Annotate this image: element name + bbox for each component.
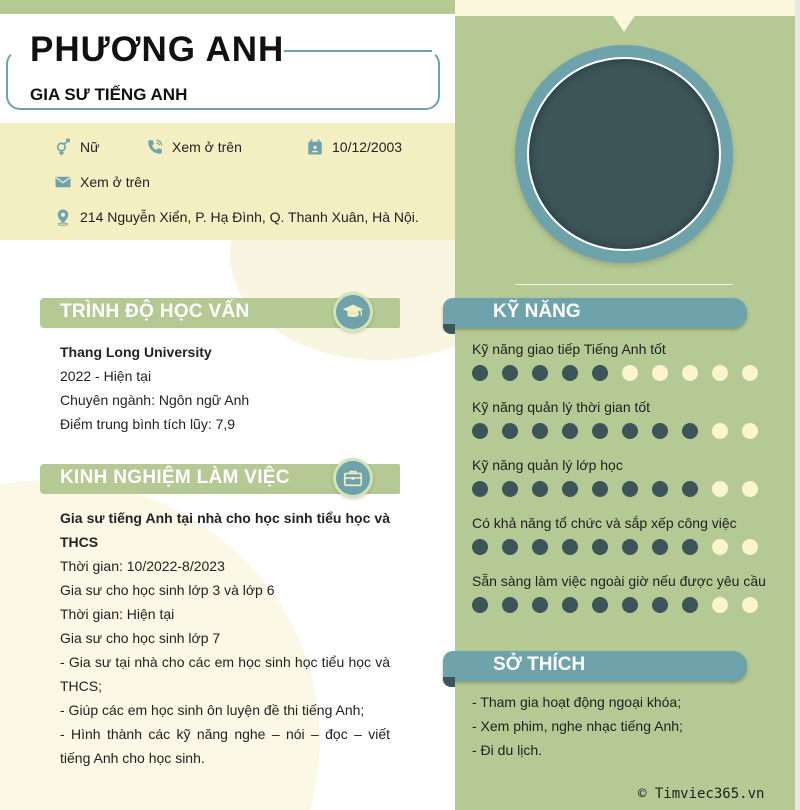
rating-dot-filled: [532, 365, 548, 381]
experience-time-2: Thời gian: Hiện tại: [60, 606, 175, 622]
rating-dot-filled: [682, 481, 698, 497]
divider: [515, 284, 733, 285]
avatar: [527, 57, 721, 251]
education-school: Thang Long University: [60, 344, 212, 360]
rating-dot-empty: [742, 481, 758, 497]
rating-dot-filled: [682, 539, 698, 555]
rating-dot-filled: [592, 365, 608, 381]
rating-dot-filled: [592, 597, 608, 613]
education-header: [40, 298, 400, 328]
rating-dot-filled: [562, 597, 578, 613]
calendar-icon: [306, 138, 324, 156]
contact-phone: [146, 138, 242, 156]
email-value: Xem ở trên: [80, 174, 150, 190]
gender-value: Nữ: [80, 139, 100, 155]
education-gpa: Điểm trung bình tích lũy: 7,9: [60, 416, 236, 432]
rating-dot-empty: [712, 597, 728, 613]
experience-title: KINH NGHIỆM LÀM VIỆC: [60, 467, 290, 488]
contact-address: [54, 208, 419, 226]
rating-dot-filled: [532, 423, 548, 439]
rating-dot-filled: [562, 423, 578, 439]
briefcase-icon: [342, 467, 364, 489]
top-strip: [0, 0, 455, 14]
rating-dot-empty: [742, 597, 758, 613]
rating-dot-filled: [652, 423, 668, 439]
phone-icon: [146, 138, 164, 156]
skill-rating: [472, 539, 772, 555]
experience-job-title: Gia sư tiếng Anh tại nhà cho học sinh tiểu học và THCS: [60, 510, 390, 550]
rating-dot-filled: [622, 597, 638, 613]
education-title: TRÌNH ĐỘ HỌC VẤN: [60, 301, 250, 322]
hobbies-header: [443, 651, 747, 681]
right-top-notch: [612, 14, 636, 32]
experience-desc-1: Gia sư cho học sinh lớp 3 và lớp 6: [60, 582, 275, 598]
location-pin-icon: [54, 208, 72, 226]
graduation-cap-icon: [342, 301, 364, 323]
rating-dot-filled: [562, 365, 578, 381]
hobby-item: - Xem phim, nghe nhạc tiếng Anh;: [472, 718, 683, 734]
rating-dot-filled: [502, 423, 518, 439]
rating-dot-filled: [502, 481, 518, 497]
rating-dot-filled: [562, 481, 578, 497]
skill-label: Kỹ năng quản lý thời gian tốt: [472, 399, 651, 415]
rating-dot-filled: [472, 597, 488, 613]
rating-dot-filled: [622, 539, 638, 555]
rating-dot-empty: [742, 423, 758, 439]
rating-dot-filled: [472, 539, 488, 555]
name-frame-line: [284, 50, 432, 52]
skills-header: [443, 298, 747, 328]
phone-value: Xem ở trên: [172, 139, 242, 155]
rating-dot-filled: [592, 481, 608, 497]
rating-dot-empty: [652, 365, 668, 381]
rating-dot-filled: [502, 365, 518, 381]
skill-label: Kỹ năng giao tiếp Tiếng Anh tốt: [472, 341, 666, 357]
rating-dot-empty: [622, 365, 638, 381]
skill-label: Có khả năng tổ chức và sắp xếp công việc: [472, 515, 737, 531]
birthday-value: 10/12/2003: [332, 139, 403, 155]
skill-rating: [472, 597, 772, 613]
rating-dot-filled: [532, 481, 548, 497]
job-title: GIA SƯ TIẾNG ANH: [30, 85, 188, 104]
rating-dot-empty: [712, 481, 728, 497]
rating-dot-filled: [472, 423, 488, 439]
rating-dot-filled: [562, 539, 578, 555]
rating-dot-filled: [592, 539, 608, 555]
rating-dot-filled: [532, 597, 548, 613]
gender-icon: [54, 138, 72, 156]
skill-rating: [472, 481, 772, 497]
education-badge: [333, 292, 373, 332]
rating-dot-filled: [682, 423, 698, 439]
rating-dot-filled: [502, 597, 518, 613]
hobby-item: - Đi du lịch.: [472, 742, 543, 758]
skill-rating: [472, 365, 772, 381]
rating-dot-empty: [712, 365, 728, 381]
copyright-footer: © Timviec365.vn: [638, 786, 765, 802]
rating-dot-filled: [472, 481, 488, 497]
candidate-name: PHƯƠNG ANH: [30, 30, 285, 69]
rating-dot-filled: [622, 481, 638, 497]
rating-dot-filled: [652, 539, 668, 555]
skill-label: Sẵn sàng làm việc ngoài giờ nếu được yêu cầu: [472, 573, 766, 589]
experience-bullet-2: - Giúp các em học sinh ôn luyện đề thi tiếng Anh;: [60, 702, 365, 718]
rating-dot-filled: [652, 481, 668, 497]
education-period: 2022 - Hiện tại: [60, 368, 152, 384]
contact-email: [54, 173, 150, 191]
skills-title: KỸ NĂNG: [493, 301, 581, 322]
address-value: 214 Nguyễn Xiển, P. Hạ Đình, Q. Thanh Xuân, Hà Nội.: [80, 209, 419, 225]
rating-dot-filled: [622, 423, 638, 439]
rating-dot-filled: [592, 423, 608, 439]
ribbon-fold: [443, 677, 455, 687]
page-edge: [795, 0, 800, 810]
hobby-item: - Tham gia hoạt động ngoại khóa;: [472, 694, 682, 710]
rating-dot-empty: [712, 539, 728, 555]
hobbies-title: SỞ THÍCH: [493, 654, 586, 675]
rating-dot-filled: [502, 539, 518, 555]
experience-time-1: Thời gian: 10/2022-8/2023: [60, 558, 225, 574]
experience-bullet-3: - Hình thành các kỹ năng nghe – nói – đọc – viết tiếng Anh cho học sinh.: [60, 726, 390, 766]
rating-dot-filled: [532, 539, 548, 555]
rating-dot-empty: [712, 423, 728, 439]
experience-bullet-1: - Gia sư tại nhà cho các em học sinh học tiểu học và THCS;: [60, 654, 390, 694]
rating-dot-filled: [472, 365, 488, 381]
rating-dot-empty: [682, 365, 698, 381]
experience-desc-2: Gia sư cho học sinh lớp 7: [60, 630, 221, 646]
email-icon: [54, 173, 72, 191]
contact-birthday: [306, 138, 402, 156]
rating-dot-filled: [652, 597, 668, 613]
experience-badge: [333, 458, 373, 498]
rating-dot-empty: [742, 365, 758, 381]
skill-label: Kỹ năng quản lý lớp học: [472, 457, 623, 473]
rating-dot-empty: [742, 539, 758, 555]
contact-gender: [54, 138, 99, 156]
experience-header: [40, 464, 400, 494]
skill-rating: [472, 423, 772, 439]
education-major: Chuyên ngành: Ngôn ngữ Anh: [60, 392, 250, 408]
rating-dot-filled: [682, 597, 698, 613]
